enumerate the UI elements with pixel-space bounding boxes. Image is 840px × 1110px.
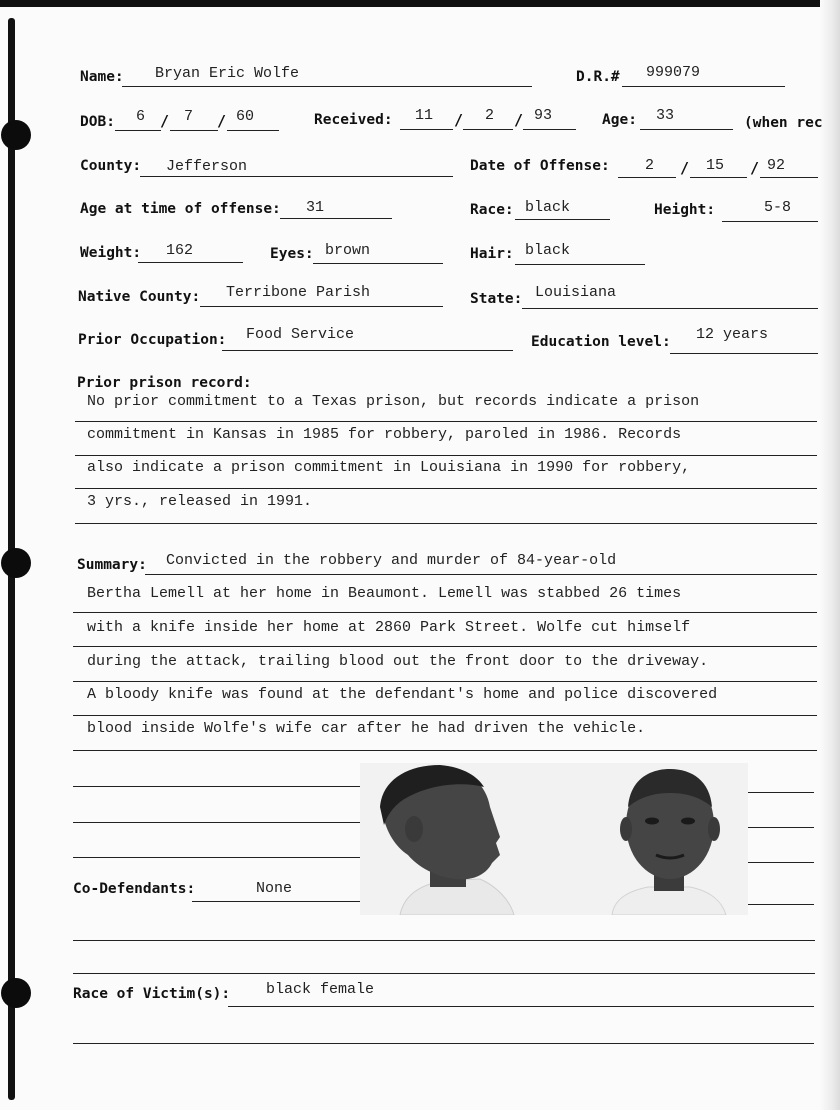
summary-first-line: Convicted in the robbery and murder of 84-year-old [166,552,617,569]
prior-record-line: 3 yrs., released in 1991. [87,493,313,510]
received-year: 93 [534,107,553,124]
mugshot-photo [360,763,748,915]
received-year-underline [523,129,576,130]
native-county-underline [200,306,443,307]
punch-hole-icon [1,120,31,150]
co-defendants-value: None [256,880,293,897]
ruled-line [73,750,817,751]
ruled-line [75,455,817,456]
height-underline [722,221,818,222]
ruled-line [73,786,361,787]
ruled-line [748,827,814,828]
prior-occupation-underline [222,350,513,351]
age-note: (when rec [744,115,823,131]
offense-day-underline [690,177,747,178]
weight-underline [138,262,243,263]
received-label: Received: [314,112,393,128]
punch-hole-icon [1,548,31,578]
ruled-line [75,488,817,489]
ruled-line [73,1043,814,1044]
received-month-underline [400,129,453,130]
dob-label: DOB: [80,114,115,130]
eyes-underline [313,263,443,264]
height-label: Height: [654,202,716,218]
prior-record-line: commitment in Kansas in 1985 for robbery, paroled in 1986. Records [87,426,682,443]
name-label: Name: [80,69,124,85]
weight-label: Weight: [80,245,142,261]
ruled-line [73,822,361,823]
ruled-line [748,792,814,793]
punch-hole-icon [1,978,31,1008]
eyes-value: brown [325,242,371,259]
age-value: 33 [656,107,675,124]
page-fold-shadow [820,0,840,1110]
ruled-line [75,523,817,524]
dob-month: 6 [136,108,146,125]
ruled-line [73,681,817,682]
native-county-label: Native County: [78,289,201,305]
prior-record-line: also indicate a prison commitment in Louisiana in 1990 for robbery, [87,459,691,476]
age-underline [640,129,733,130]
ruled-line [73,857,361,858]
prior-occupation-value: Food Service [246,326,355,343]
state-label: State: [470,291,523,307]
height-value: 5-8 [764,199,792,216]
prior-record-line: No prior commitment to a Texas prison, but records indicate a prison [87,393,700,410]
ruled-line [73,973,815,974]
name-underline [122,86,532,87]
dr-label: D.R.# [576,69,620,85]
mugshot-image [360,763,748,915]
summary-line: during the attack, trailing blood out the front door to the driveway. [87,653,709,670]
county-label: County: [80,158,142,174]
race-value: black [525,199,571,216]
date-of-offense-label: Date of Offense: [470,158,610,174]
ruled-line [748,904,814,905]
education-underline [670,353,818,354]
education-value: 12 years [696,326,769,343]
race-of-victims-label: Race of Victim(s): [73,986,231,1002]
summary-line: A bloody knife was found at the defendant's home and police discovered [87,686,718,703]
county-value: Jefferson [166,158,248,175]
dob-year-underline [227,130,279,131]
weight-value: 162 [166,242,194,259]
eyes-label: Eyes: [270,246,314,262]
received-day: 2 [485,107,495,124]
co-defendants-underline [192,901,360,902]
dob-day-underline [170,130,218,131]
ruled-line [73,612,817,613]
ruled-line [75,421,817,422]
name-value: Bryan Eric Wolfe [155,65,300,82]
age-label: Age: [602,112,637,128]
hair-underline [515,264,645,265]
summary-line: with a knife inside her home at 2860 Park Street. Wolfe cut himself [87,619,691,636]
ruled-line [73,646,817,647]
inmate-record-form: Name: Bryan Eric Wolfe D.R.# 999079 DOB: 6 / 7 / 60 Received: 11 / 2 / 93 Age: 33 (when rec County: Jefferson Date of Offense: 2 / 15 / 92 Age at time of offense: 31 Race: black Height: 5-8 Weight: 162 Eyes: brown Hair: black Native County: Terribone Parish State: Louisiana Prior Occupation: Food Service Education level: 12 years Prior prison record: No prior commitment to a Texas prison, but records indicate a prison commitment in Kansas in 1985 for robbery, paroled in 1986. Records also indicate a prison commitment in Louisiana in 1990 for robbery, 3 yrs., released in 1991. Summary: Convicted in the robbery and murder of 84-year-old Bertha Lemell at her home in Beaumont. Lemell was stabbed 26 times with a knife inside her home at 2860 Park Street. Wolfe cut himself during the attack, trailing blood out the front door to the driveway. A bloody knife was found at the defendant's home and police discovered blood inside Wolfe's wife car after he had driven the vehicle. Co-Defendants: None Race of Victim(s): black female [0,0,840,1110]
prior-record-label: Prior prison record: [77,375,252,391]
summary-line: Bertha Lemell at her home in Beaumont. Lemell was stabbed 26 times [87,585,682,602]
offense-year: 92 [767,157,786,174]
co-defendants-label: Co-Defendants: [73,881,196,897]
offense-month-underline [618,177,676,178]
summary-label: Summary: [77,557,147,573]
state-underline [522,308,818,309]
race-of-victims-value: black female [266,981,375,998]
age-at-offense-underline [280,218,392,219]
received-month: 11 [415,107,434,124]
education-label: Education level: [531,334,671,350]
offense-day: 15 [706,157,725,174]
prior-occupation-label: Prior Occupation: [78,332,227,348]
offense-month: 2 [645,157,655,174]
dob-month-underline [115,130,161,131]
ruled-line [73,715,817,716]
hair-label: Hair: [470,246,514,262]
summary-line: blood inside Wolfe's wife car after he had driven the vehicle. [87,720,646,737]
received-day-underline [463,129,513,130]
ruled-line [748,862,814,863]
age-at-offense-label: Age at time of offense: [80,201,281,217]
state-value: Louisiana [535,284,617,301]
age-at-offense-value: 31 [306,199,325,216]
race-label: Race: [470,202,514,218]
dr-underline [622,86,785,87]
ruled-line [73,940,815,941]
ruled-line [145,574,817,575]
dob-day: 7 [184,108,194,125]
hair-value: black [525,242,571,259]
dob-year: 60 [236,108,255,125]
native-county-value: Terribone Parish [226,284,371,301]
dr-value: 999079 [646,64,701,81]
offense-year-underline [760,177,818,178]
race-of-victims-underline [228,1006,814,1007]
race-underline [515,219,610,220]
county-underline [140,176,453,177]
top-edge [0,0,840,7]
